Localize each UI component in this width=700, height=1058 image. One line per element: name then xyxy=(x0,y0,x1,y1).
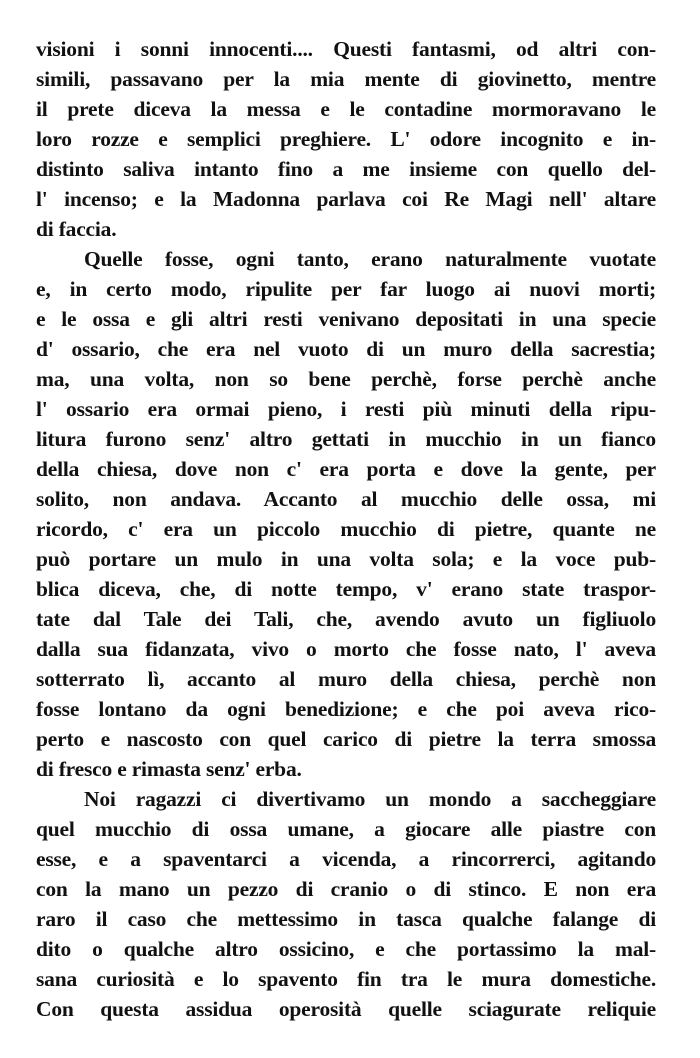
text-line: blica diceva, che, di notte tempo, v' erano state traspor- xyxy=(36,577,656,601)
text-line: simili, passavano per la mia mente di giovinetto, mentre xyxy=(36,67,656,91)
text-line: quel mucchio di ossa umane, a giocare alle piastre con xyxy=(36,817,656,841)
paragraph xyxy=(36,34,656,244)
text-line: litura furono senz' altro gettati in mucchio in un fianco xyxy=(36,427,656,451)
text-line: Noi ragazzi ci divertivamo un mondo a saccheggiare xyxy=(84,787,656,811)
text-line: e le ossa e gli altri resti venivano depositati in una specie xyxy=(36,307,656,331)
text-line: sotterrato lì, accanto al muro della chiesa, perchè non xyxy=(36,667,656,691)
text-line: il prete diceva la messa e le contadine mormoravano le xyxy=(36,97,656,121)
paragraph xyxy=(36,784,656,1024)
text-line: tate dal Tale dei Tali, che, avendo avuto un figliuolo xyxy=(36,607,656,631)
text-line: d' ossario, che era nel vuoto di un muro della sacrestia; xyxy=(36,337,656,361)
text-line: perto e nascosto con quel carico di pietre la terra smossa xyxy=(36,727,656,751)
text-line: di faccia. xyxy=(36,217,117,241)
text-line: di fresco e rimasta senz' erba. xyxy=(36,757,302,781)
text-line: dito o qualche altro ossicino, e che portassimo la mal- xyxy=(36,937,656,961)
text-line: l' ossario era ormai pieno, i resti più minuti della ripu- xyxy=(36,397,656,421)
text-line: loro rozze e semplici preghiere. L' odore incognito e in- xyxy=(36,127,656,151)
text-line: con la mano un pezzo di cranio o di stinco. E non era xyxy=(36,877,656,901)
text-line: e, in certo modo, ripulite per far luogo ai nuovi morti; xyxy=(36,277,656,301)
text-line: raro il caso che mettessimo in tasca qualche falange di xyxy=(36,907,656,931)
text-line: Quelle fosse, ogni tanto, erano naturalmente vuotate xyxy=(84,247,656,271)
text-line: sana curiosità e lo spavento fin tra le mura domestiche. xyxy=(36,967,656,991)
text-line: Con questa assidua operosità quelle sciagurate reliquie xyxy=(36,997,656,1021)
text-line: della chiesa, dove non c' era porta e dove la gente, per xyxy=(36,457,656,481)
text-line: visioni i sonni innocenti.... Questi fantasmi, od altri con- xyxy=(36,37,656,61)
text-line: può portare un mulo in una volta sola; e la voce pub- xyxy=(36,547,656,571)
document-page xyxy=(36,34,656,1024)
text-line: l' incenso; e la Madonna parlava coi Re Magi nell' altare xyxy=(36,187,656,211)
text-line: esse, e a spaventarci a vicenda, a rincorrerci, agitando xyxy=(36,847,656,871)
text-line: dalla sua fidanzata, vivo o morto che fosse nato, l' aveva xyxy=(36,637,656,661)
text-line: solito, non andava. Accanto al mucchio delle ossa, mi xyxy=(36,487,656,511)
text-line: ricordo, c' era un piccolo mucchio di pietre, quante ne xyxy=(36,517,656,541)
text-line: distinto saliva intanto fino a me insieme con quello del- xyxy=(36,157,656,181)
paragraph xyxy=(36,244,656,784)
text-line: ma, una volta, non so bene perchè, forse perchè anche xyxy=(36,367,656,391)
text-line: fosse lontano da ogni benedizione; e che poi aveva rico- xyxy=(36,697,656,721)
